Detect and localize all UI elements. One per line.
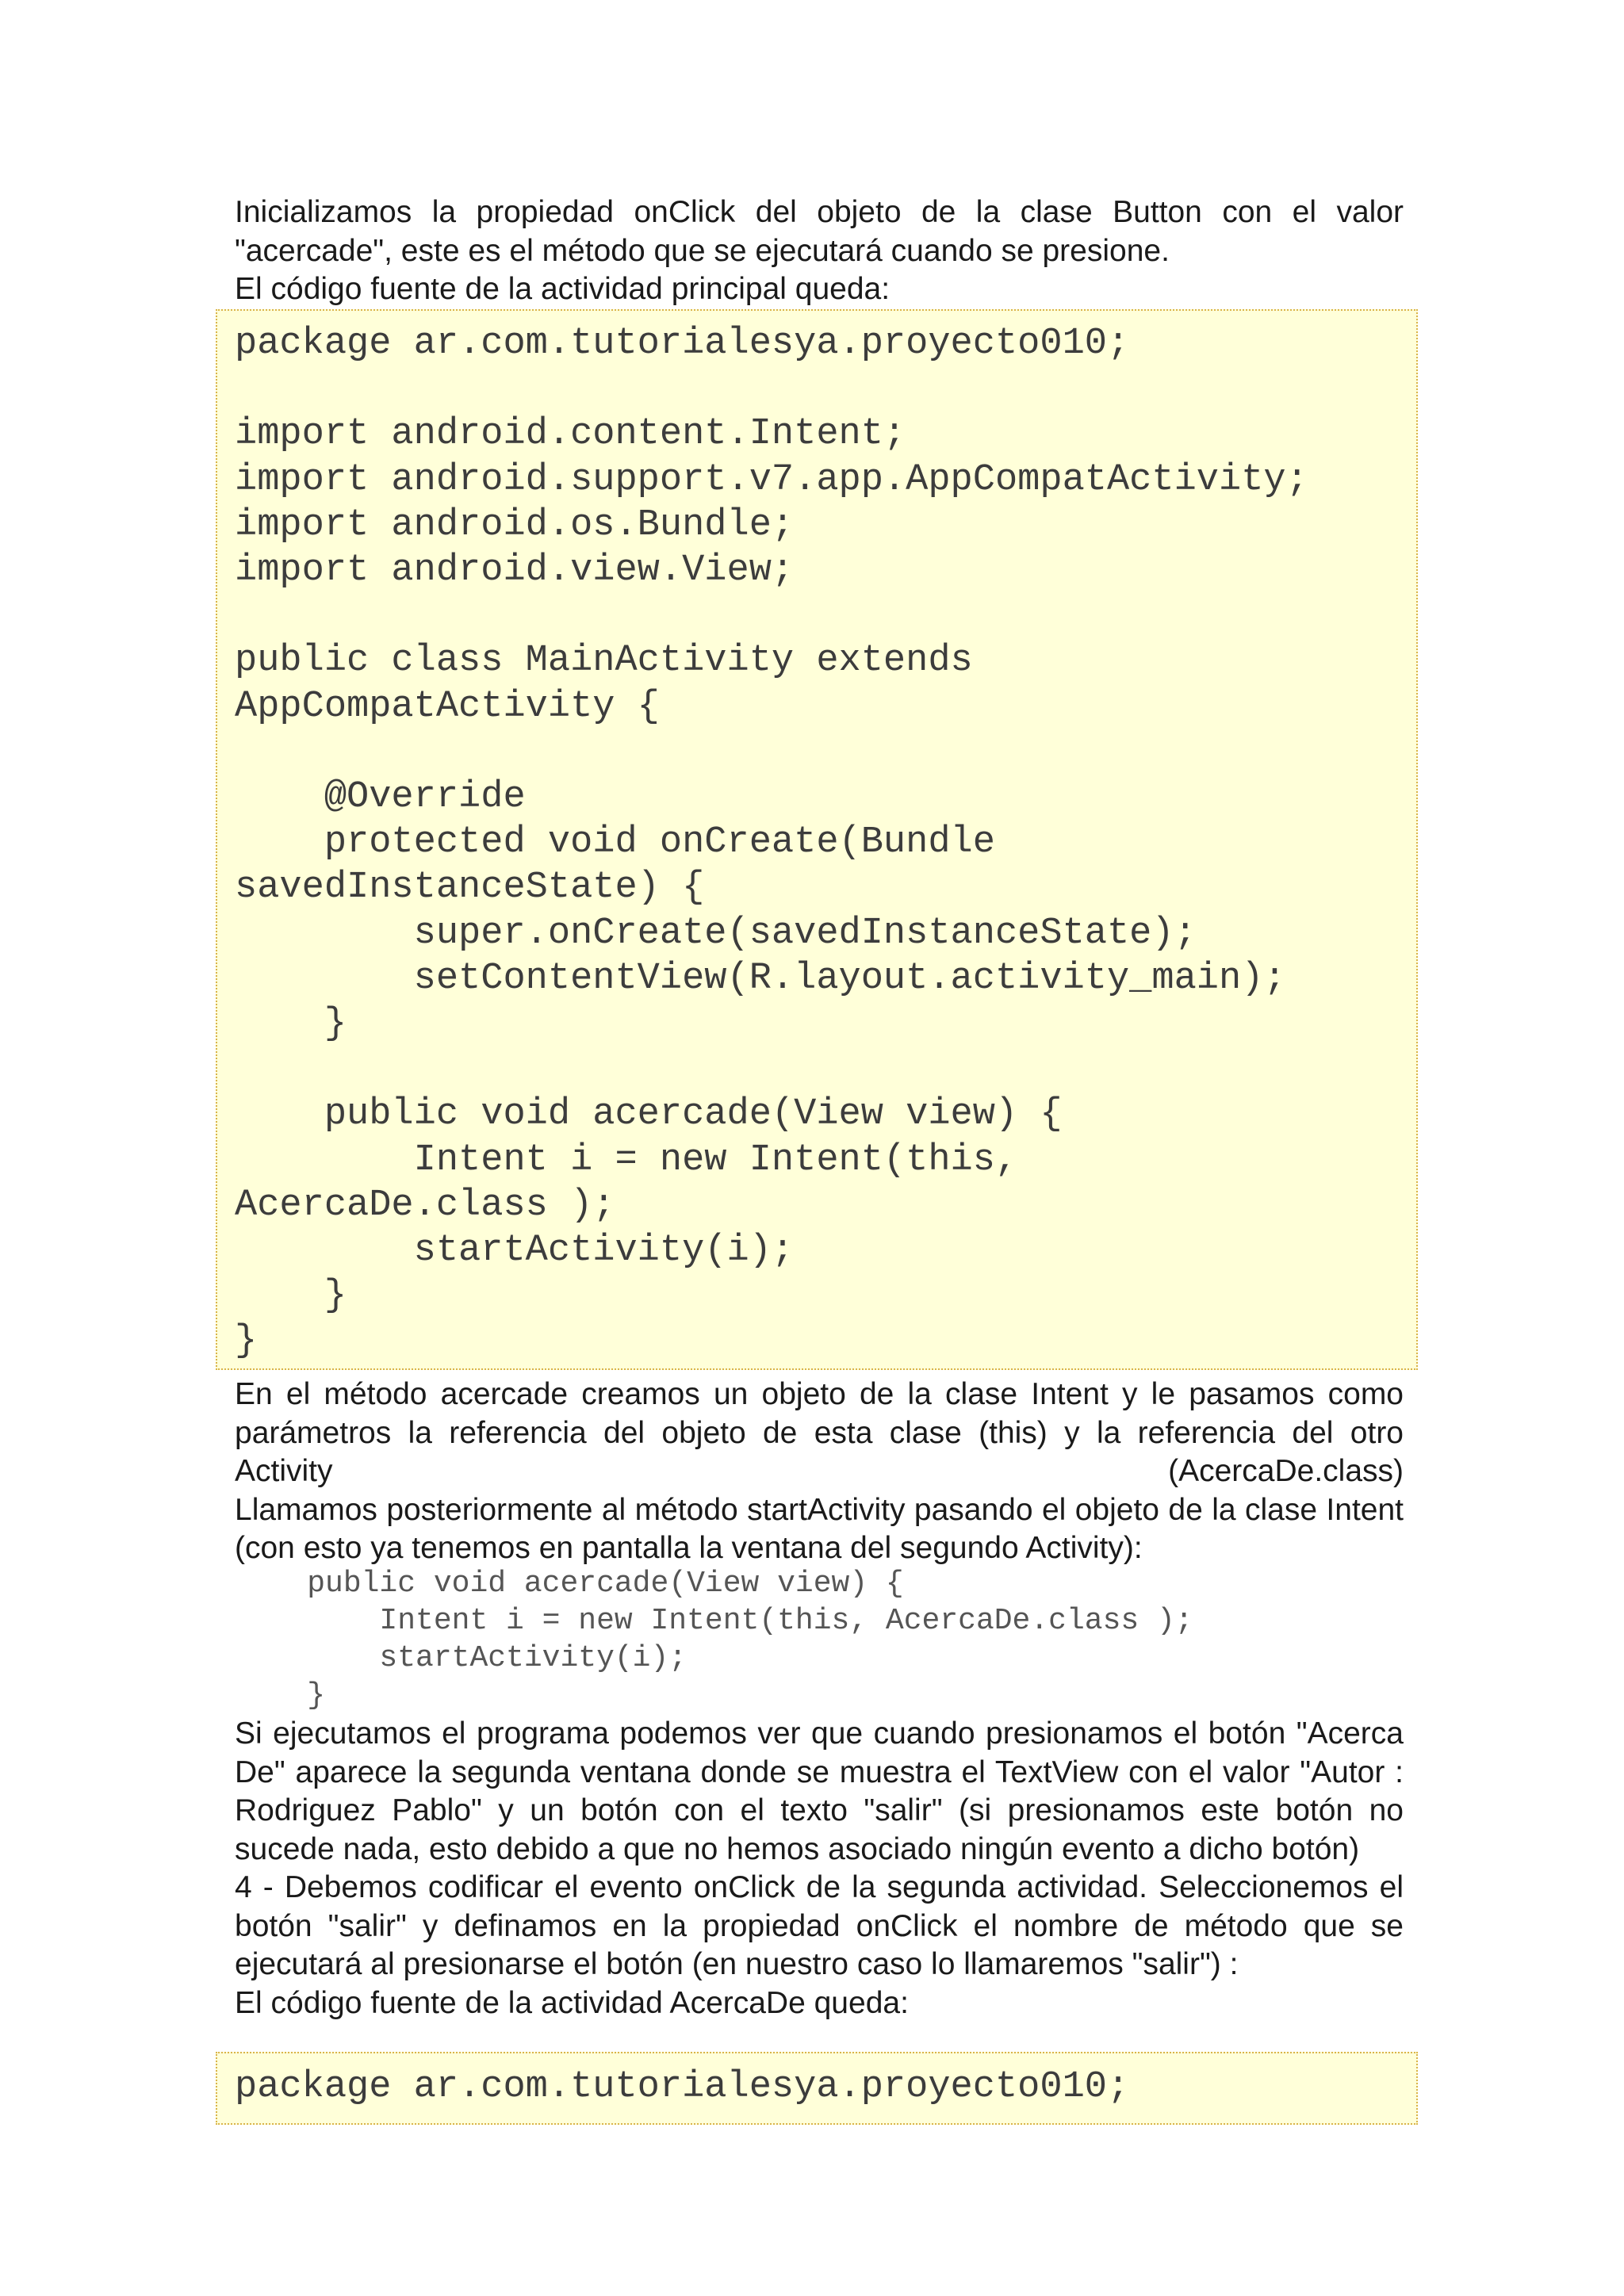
explanation-line-3: Activity (AcercaDe.class) (235, 1454, 1404, 1488)
intro-paragraph: Inicializamos la propiedad onClick del objeto de la clase Button con el valor "acercade", este es el método que se ejecutará cuando se presione. (235, 195, 1404, 268)
result-section (235, 1715, 1404, 2022)
acercade-code-lead: El código fuente de la actividad AcercaDe queda: (235, 1985, 909, 2020)
intro-code-lead: El código fuente de la actividad principal queda: (235, 272, 891, 306)
intro-section (235, 193, 1404, 309)
explanation-line-2: parámetros la referencia del objeto de esta clase (this) y la referencia del otro (235, 1415, 1404, 1450)
main-activity-code: package ar.com.tutorialesya.proyecto010; import android.content.Intent; import android.support.v7.app.AppCompatActivity; import android.os.Bundle; import android.view.View; public class MainActivity extends AppCompatActivity { @Override protected void onCreate(Bundle savedInstanceState) { super.onCreate(savedInstanceState); setContentView(R.layout.activity_main); } public void acercade(View view) { Intent i = new Intent(this, AcercaDe.class ); startActivity(i); } } (235, 323, 1308, 1363)
main-activity-code-block (216, 309, 1418, 1370)
acercade-activity-code: package ar.com.tutorialesya.proyecto010; (235, 2066, 1130, 2108)
acercade-method-snippet: public void acercade(View view) { Intent i = new Intent(this, AcercaDe.class ); startActivity(i); } (307, 1567, 1193, 1712)
step-4-paragraph: 4 - Debemos codificar el evento onClick de la segunda actividad. Seleccionemos el botón "salir" y definamos en la propiedad onClick el nombre de método que se ejecutará al presionarse el botón (en nuestro caso lo llamaremos "salir") : (235, 1870, 1404, 1981)
explanation-paragraph-2: Llamamos posteriormente al método startActivity pasando el objeto de la clase Intent (con esto ya tenemos en pantalla la ventana del segundo Activity): (235, 1492, 1404, 1565)
result-paragraph: Si ejecutamos el programa podemos ver que cuando presionamos el botón "Acerca De" aparece la segunda ventana donde se muestra el TextView con el valor "Autor : Rodriguez Pablo" y un botón con el texto "salir" (si presionamos este botón no sucede nada, esto debido a que no hemos asociado ningún evento a dicho botón) (235, 1716, 1404, 1866)
explanation-line-1: En el método acercade creamos un objeto de la clase Intent y le pasamos como (235, 1377, 1404, 1411)
explanation-section (235, 1376, 1404, 1568)
acercade-activity-code-block (216, 2052, 1418, 2125)
